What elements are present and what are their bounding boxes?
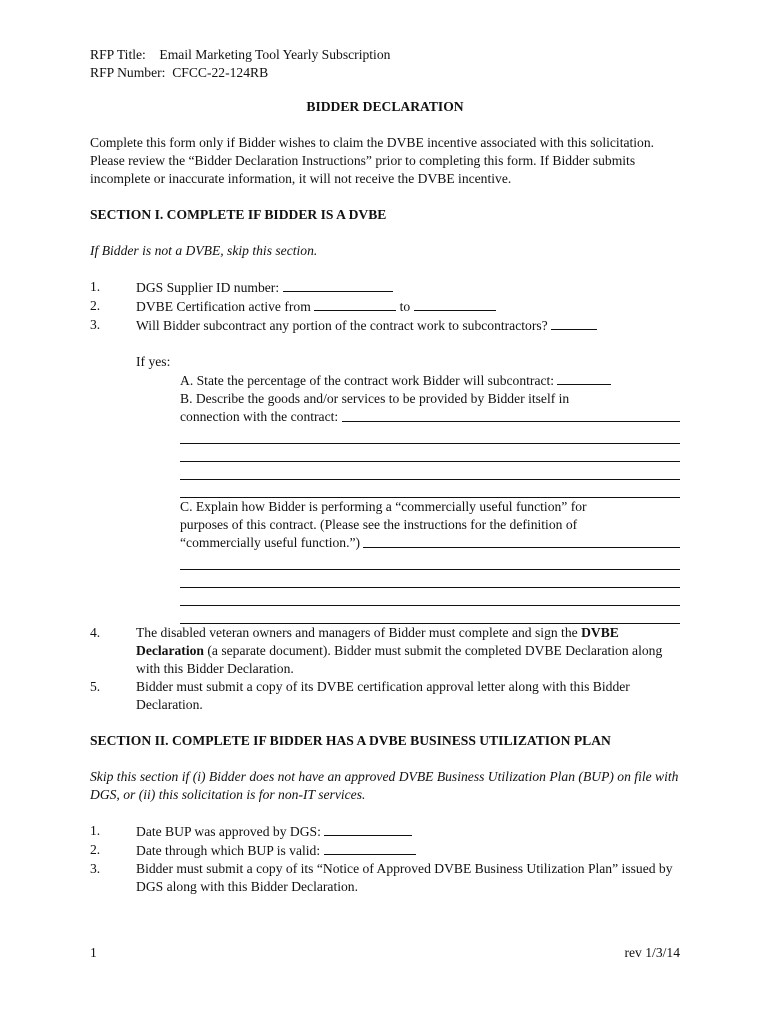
supplier-id-label: DGS Supplier ID number: [136,280,280,295]
list-item: 3. Will Bidder subcontract any portion of the contract work to subcontractors? [90,316,680,335]
certification-from-field[interactable] [314,297,396,311]
section-2-skip-note: Skip this section if (i) Bidder does not have an approved DVBE Business Utilization Plan (BUP) on file with DGS, or (ii) this solicitation is for non-IT services. [90,769,679,802]
goods-services-label-2: connection with the contract: [180,409,339,424]
if-yes-label: If yes: [136,354,171,369]
revision-label: rev 1/3/14 [624,945,680,960]
form-title: BIDDER DECLARATION [306,99,464,114]
commercially-useful-label-2: purposes of this contract. (Please see the instructions for the definition of [180,517,578,532]
goods-services-field[interactable] [342,408,680,422]
section-2-title: SECTION II. COMPLETE IF BIDDER HAS A DVBE BUSINESS UTILIZATION PLAN [90,733,611,748]
rfp-number-label: RFP Number: [90,65,166,80]
commercially-useful-field[interactable] [180,606,680,624]
commercially-useful-label-1: C. Explain how Bidder is performing a “commercially useful function” for [180,499,587,514]
list-item: 3. Bidder must submit a copy of its “Notice of Approved DVBE Business Utilization Plan” issued by DGS along with this Bidder Declaration. [90,861,673,894]
dvbe-declaration-term: DVBE Declaration [136,625,619,658]
subcontract-answer-field[interactable] [551,316,597,330]
commercially-useful-field[interactable] [363,534,680,548]
section-1-list [90,278,680,335]
certification-to-field[interactable] [414,297,496,311]
commercially-useful-field[interactable] [180,588,680,606]
page-number: 1 [90,945,97,960]
supplier-id-field[interactable] [283,278,393,292]
section-1-title: SECTION I. COMPLETE IF BIDDER IS A DVBE [90,207,387,222]
goods-services-label-1: B. Describe the goods and/or services to be provided by Bidder itself in [180,391,570,406]
rfp-number: CFCC-22-124RB [172,65,269,80]
subcontract-percentage-label: A. State the percentage of the contract work Bidder will subcontract: [180,373,555,388]
certification-active-label: DVBE Certification active from [136,299,311,314]
goods-services-field[interactable] [180,480,680,498]
commercially-useful-field[interactable] [180,570,680,588]
goods-services-field[interactable] [180,444,680,462]
intro-paragraph: Complete this form only if Bidder wishes to claim the DVBE incentive associated with this solicitation. Please review the “Bidder Declaration Instructions” prior to completing this form. If Bidder submits incomplete or inaccurate information, it will not receive the DVBE incentive. [90,135,655,186]
subcontract-percentage-field[interactable] [557,371,611,385]
list-item: 2. Date through which BUP is valid: [90,841,680,860]
if-yes-details [136,371,680,624]
commercially-useful-label-3: “commercially useful function.”) [180,535,361,550]
bup-valid-date-field[interactable] [324,841,416,855]
list-item: 4. The disabled veteran owners and managers of Bidder must complete and sign the DVBE Declaration (a separate document). Bidder must submit the completed DVBE Declaration along with this Bidder Declaration. [90,625,663,676]
goods-services-field[interactable] [180,426,680,444]
list-item: 2. DVBE Certification active from to [90,297,680,316]
list-item: 1. Date BUP was approved by DGS: [90,822,680,841]
section-1-skip-note: If Bidder is not a DVBE, skip this section. [90,243,318,258]
rfp-title-label: RFP Title: [90,47,146,62]
bup-approved-date-field[interactable] [324,822,412,836]
section-2-list [90,822,680,896]
goods-services-field[interactable] [180,462,680,480]
if-yes-block [90,353,680,624]
document-page [90,46,680,896]
list-item: 1. DGS Supplier ID number: [90,278,680,297]
rfp-title: Email Marketing Tool Yearly Subscription [159,47,391,62]
list-item: 5. Bidder must submit a copy of its DVBE certification approval letter along with this Bidder Declaration. [90,679,630,712]
document-header [90,46,680,82]
page-footer [90,944,680,962]
bup-approved-date-label: Date BUP was approved by DGS: [136,824,321,839]
bup-valid-date-label: Date through which BUP is valid: [136,843,321,858]
commercially-useful-field[interactable] [180,552,680,570]
subcontract-question: Will Bidder subcontract any portion of the contract work to subcontractors? [136,318,548,333]
